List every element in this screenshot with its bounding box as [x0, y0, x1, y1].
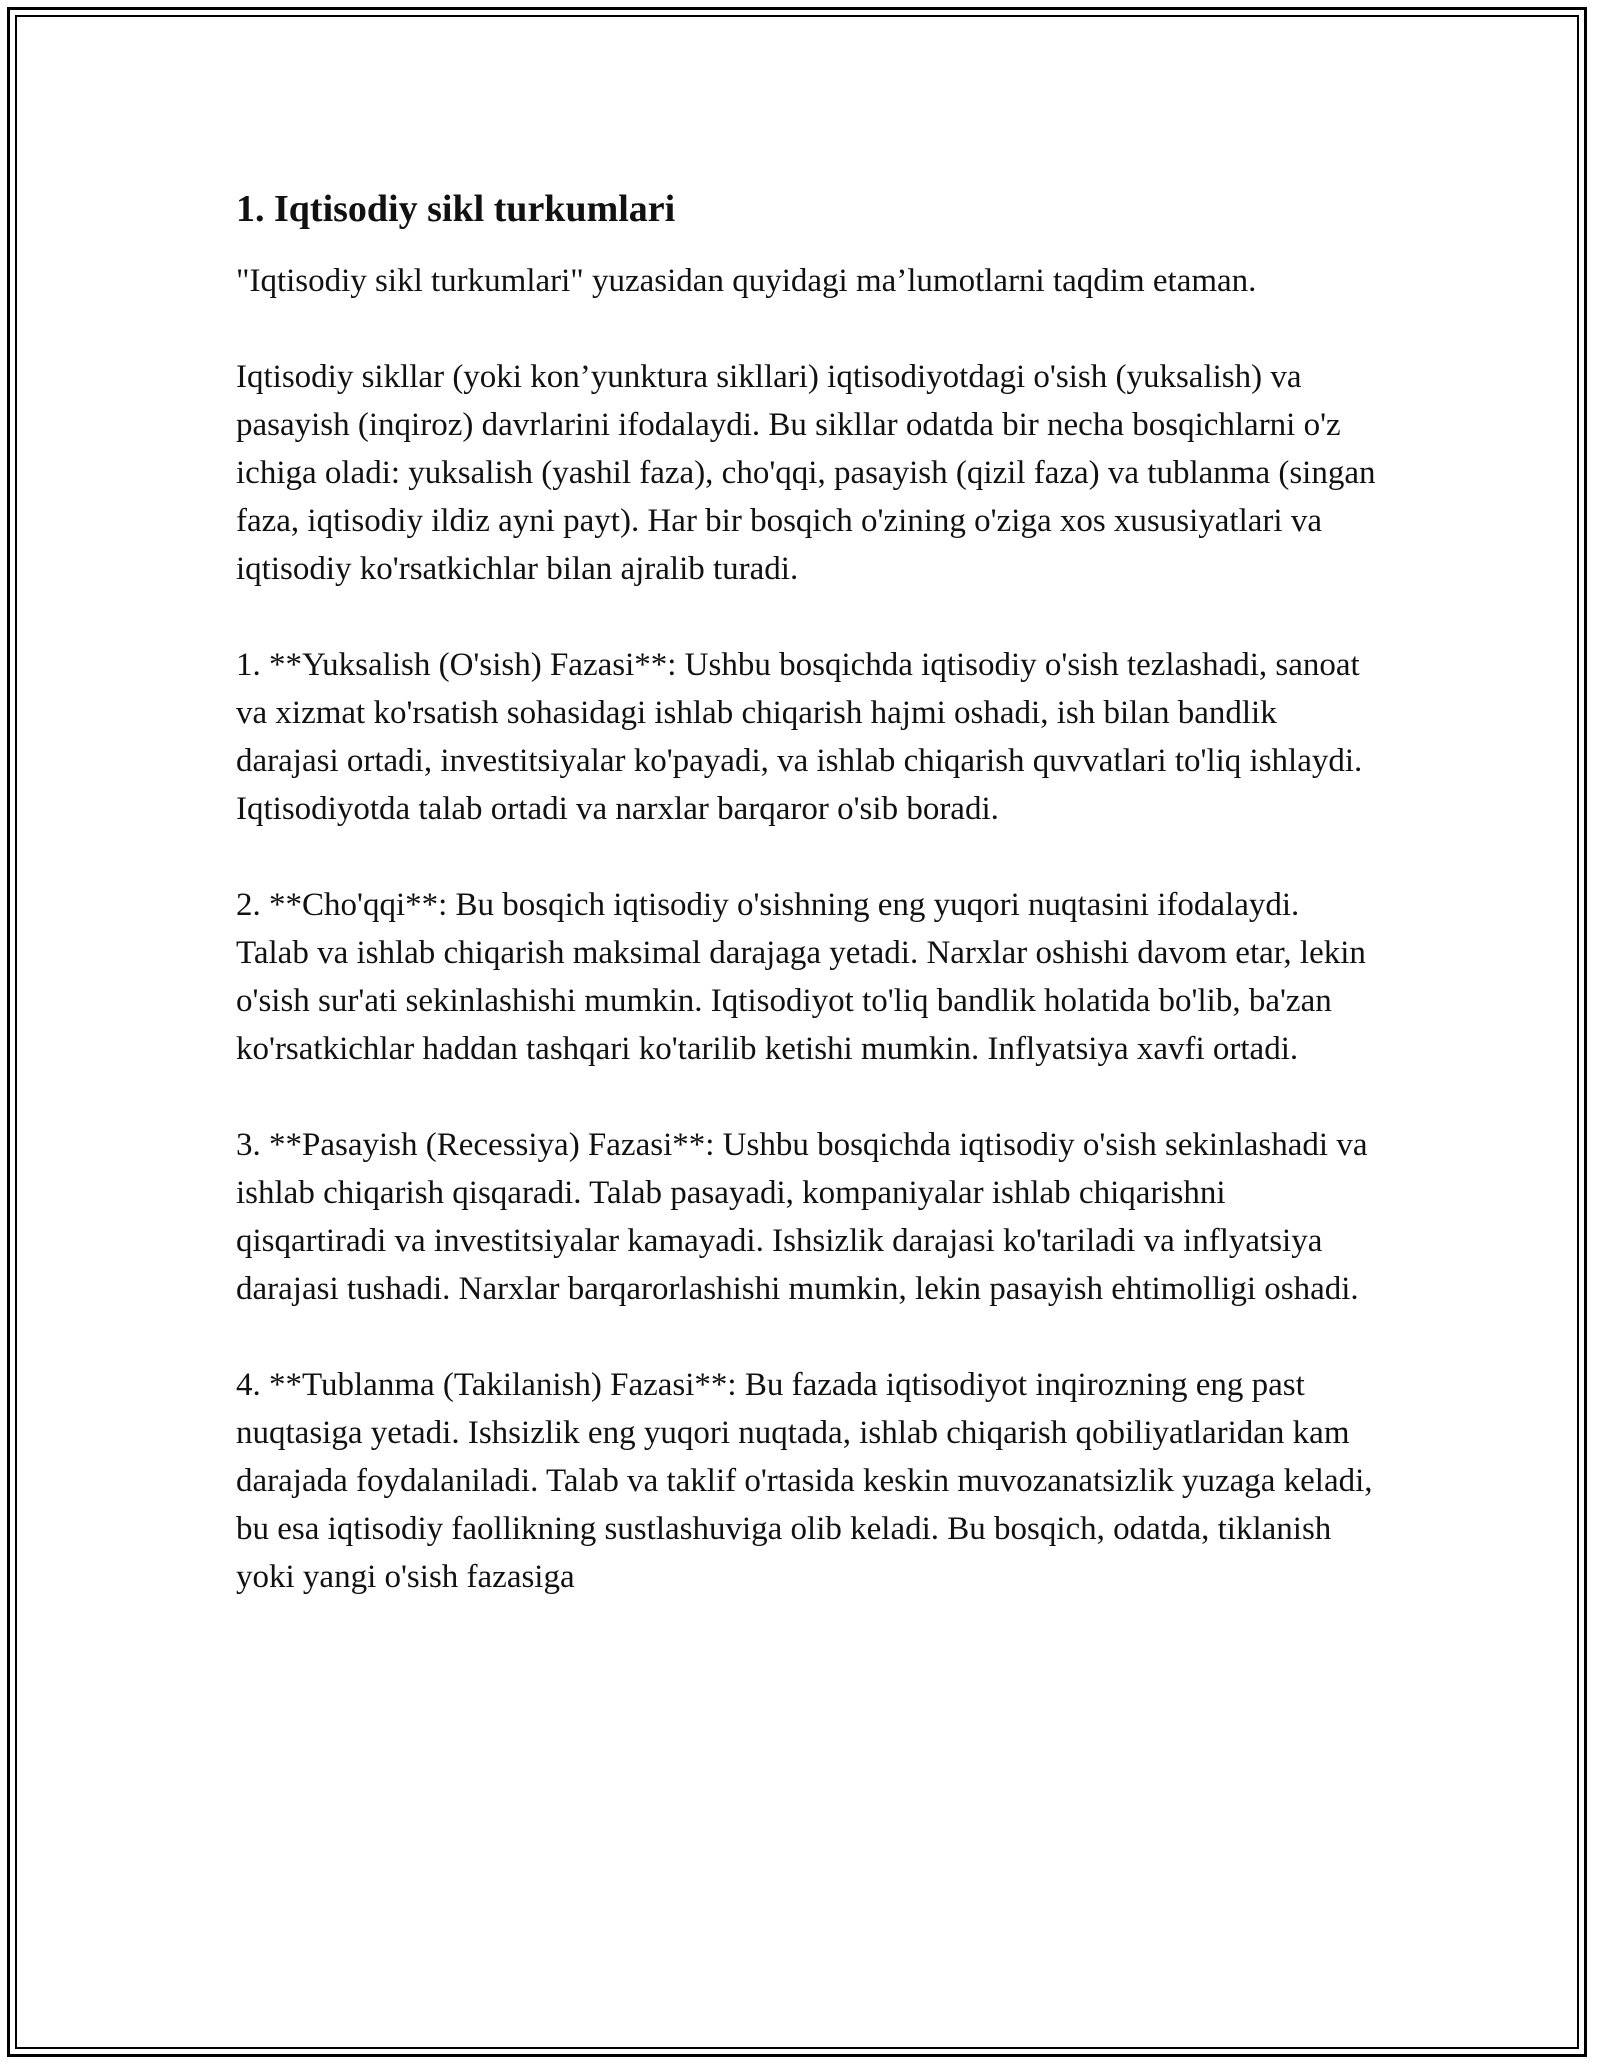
- phase-paragraph-growth: 1. **Yuksalish (O'sish) Fazasi**: Ushbu bosqichda iqtisodiy o'sish tezlashadi, sanoat va xizmat ko'rsatish sohasidagi ishlab chiqarish hajmi oshadi, ish bilan bandlik darajasi ortadi, investitsiyalar ko'payadi, va ishlab chiqarish quvvatlari to'liq ishlaydi. Iqtisodiyotda talab ortadi va narxlar barqaror o'sib boradi.: [236, 647, 1363, 827]
- overview-paragraph: Iqtisodiy sikllar (yoki kon’yunktura sikllari) iqtisodiyotdagi o'sish (yuksalish) va pasayish (inqiroz) davrlarini ifodalaydi. Bu sikllar odatda bir necha bosqichlarni o'z ichiga oladi: yuksalish (yashil faza), cho'qqi, pasayish (qizil faza) va tublanma (singan faza, iqtisodiy ildiz ayni payt). Har bir bosqich o'zining o'ziga xos xususiyatlari va iqtisodiy ko'rsatkichlar bilan ajralib turadi.: [236, 359, 1376, 587]
- phase-paragraph-trough: 4. **Tublanma (Takilanish) Fazasi**: Bu fazada iqtisodiyot inqirozning eng past nuqtasiga yetadi. Ishsizlik eng yuqori nuqtada, ishlab chiqarish qobiliyatlaridan kam darajada foydalaniladi. Talab va taklif o'rtasida keskin muvozanatsizlik yuzaga keladi, bu esa iqtisodiy faollikning sustlashuviga olib keladi. Bu bosqich, odatda, tiklanish yoki yangi o'sish fazasiga: [236, 1367, 1373, 1595]
- document-body: [236, 185, 1376, 1649]
- phase-paragraph-recession: 3. **Pasayish (Recessiya) Fazasi**: Ushbu bosqichda iqtisodiy o'sish sekinlashadi va ishlab chiqarish qisqaradi. Talab pasayadi, kompaniyalar ishlab chiqarishni qisqartiradi va investitsiyalar kamayadi. Ishsizlik darajasi ko'tariladi va inflyatsiya darajasi tushadi. Narxlar barqarorlashishi mumkin, lekin pasayish ehtimolligi oshadi.: [236, 1127, 1368, 1307]
- phase-paragraph-peak: 2. **Cho'qqi**: Bu bosqich iqtisodiy o'sishning eng yuqori nuqtasini ifodalaydi. Talab va ishlab chiqarish maksimal darajaga yetadi. Narxlar oshishi davom etar, lekin o'sish sur'ati sekinlashishi mumkin. Iqtisodiyot to'liq bandlik holatida bo'lib, ba'zan ko'rsatkichlar haddan tashqari ko'tarilib ketishi mumkin. Inflyatsiya xavfi ortadi.: [236, 887, 1366, 1067]
- intro-paragraph: "Iqtisodiy sikl turkumlari" yuzasidan quyidagi ma’lumotlarni taqdim etaman.: [236, 263, 1257, 299]
- document-title: 1. Iqtisodiy sikl turkumlari: [236, 188, 676, 230]
